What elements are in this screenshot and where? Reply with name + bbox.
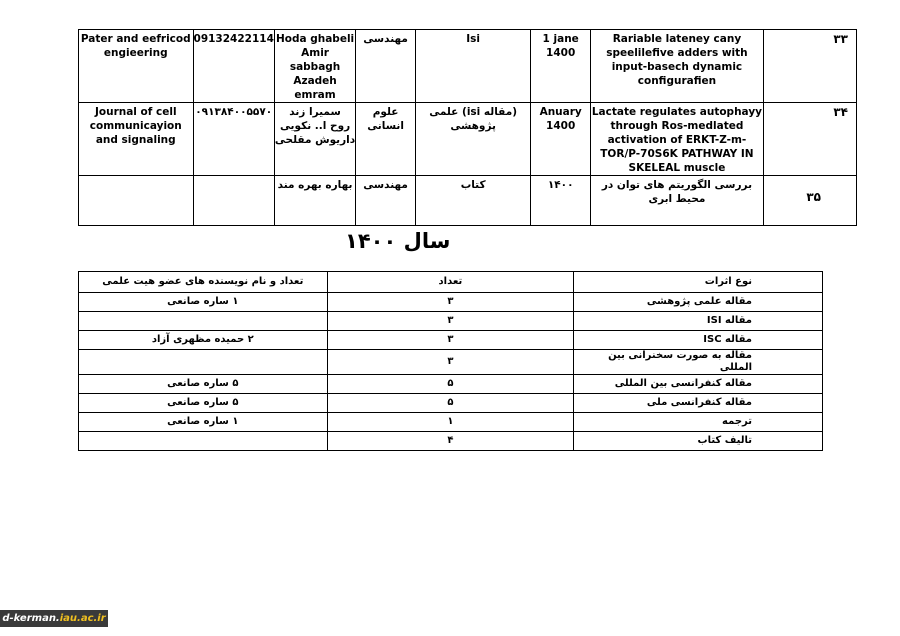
site-link-badge[interactable] [0,610,108,627]
site-link-prefix: d-kerman. [2,613,60,624]
table-header-row [79,272,823,293]
type-cell: کتاب [415,176,530,226]
field-cell: علوم انسانی [356,103,416,176]
authors-cell: سمیرا زند روح ا.. نکویی داریوش مقلحی [274,103,355,176]
table-row [79,413,823,432]
table-row [79,350,823,375]
site-link-domain: iau.ac.ir [59,613,106,624]
table-row [79,331,823,350]
table-row [79,394,823,413]
type-cell: (مقاله isi) علمی پژوهشی [415,103,530,176]
count-cell: ۴ [327,432,574,451]
type-cell: مقاله ISC [574,331,823,350]
journal-cell [79,176,194,226]
date-cell: Anuary 1400 [531,103,591,176]
authors-cell: بهاره بهره مند [274,176,355,226]
authors-cell [79,312,328,331]
type-cell: تالیف کتاب [574,432,823,451]
table-row [79,375,823,394]
type-cell: ترجمه [574,413,823,432]
year-heading: سال ۱۴۰۰ [345,229,451,253]
table-row [79,30,857,103]
authors-cell: ۵ ساره صانعی [79,375,328,394]
count-cell: ۳ [327,350,574,375]
type-cell: مقاله کنفرانسی ملی [574,394,823,413]
count-cell: ۵ [327,394,574,413]
type-cell: مقاله ISI [574,312,823,331]
type-cell: Isi [415,30,530,103]
title-cell: Rariable lateney cany speelilefive adders with input-basech dynamic configurafien [590,30,763,103]
authors-header: تعداد و نام نویسنده های عضو هیت علمی [79,272,328,293]
phone-cell: ۰۹۱۳۸۴۰۰۵۵۷۰ [193,103,274,176]
journal-cell: Journal of cell communicayion and signaling [79,103,194,176]
authors-cell [79,350,328,375]
phone-cell: 09132422114 [193,30,274,103]
table-row [79,103,857,176]
type-cell: مقاله علمی پژوهشی [574,293,823,312]
title-cell: Lactate regulates autophayy through Ros-medlated activation of ERKT-Z-m-TOR/P-70S6K PATHWAY IN SKELEAL muscle [590,103,763,176]
table-row [79,176,857,226]
type-cell: مقاله کنفرانسی بین المللی [574,375,823,394]
authors-cell: Hoda ghabeli Amir sabbagh Azadeh emram [274,30,355,103]
count-cell: ۳ [327,312,574,331]
type-header: نوع اثرات [574,272,823,293]
count-cell: ۳ [327,331,574,350]
date-cell: 1 jane 1400 [531,30,591,103]
authors-cell: ۲ حمیده مظهری آزاد [79,331,328,350]
phone-cell [193,176,274,226]
authors-cell: ۱ ساره صانعی [79,293,328,312]
count-cell: ۳ [327,293,574,312]
table-row [79,293,823,312]
journal-cell: Pater and eefricod engieering [79,30,194,103]
authors-cell [79,432,328,451]
count-cell: ۵ [327,375,574,394]
output-summary-table [78,271,823,451]
number-cell: ۳۳ [763,30,856,103]
count-header: تعداد [327,272,574,293]
number-cell: ۳۴ [763,103,856,176]
type-cell: مقاله به صورت سخنرانی بین المللی [574,350,823,375]
date-cell: ۱۴۰۰ [531,176,591,226]
publications-table [78,29,857,226]
number-cell: ۳۵ [763,176,856,226]
field-cell: مهندسی [356,176,416,226]
table-row [79,432,823,451]
authors-cell: ۱ ساره صانعی [79,413,328,432]
count-cell: ۱ [327,413,574,432]
authors-cell: ۵ ساره صانعی [79,394,328,413]
field-cell: مهندسی [356,30,416,103]
title-cell: بررسی الگوریتم های توان در محیط ابری [590,176,763,226]
table-row [79,312,823,331]
